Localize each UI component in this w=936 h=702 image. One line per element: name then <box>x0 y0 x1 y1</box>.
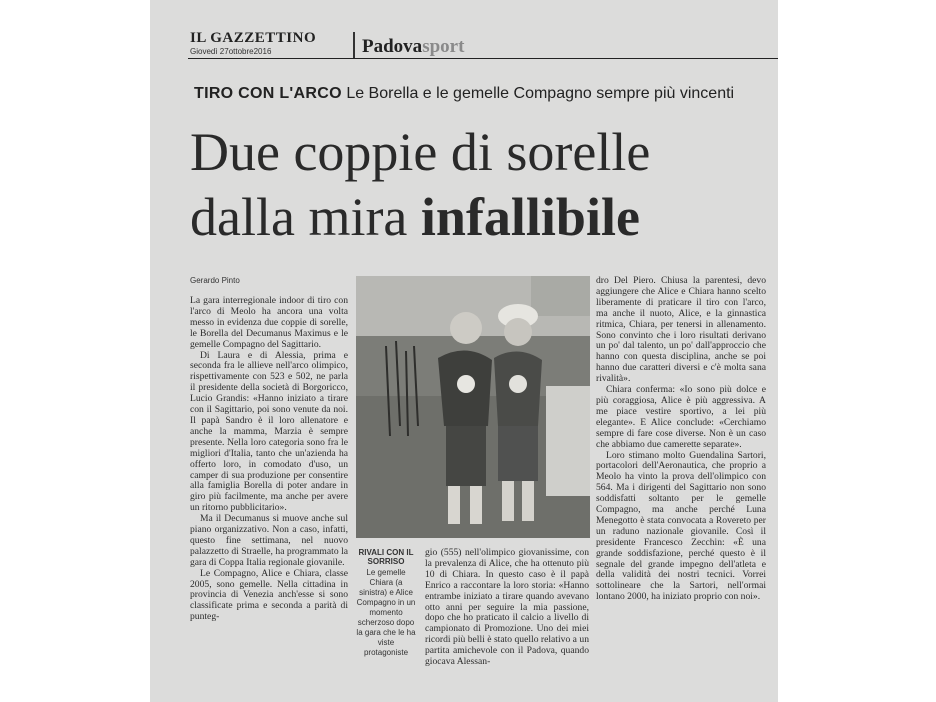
masthead-rule <box>188 58 778 59</box>
masthead: IL GAZZETTINO <box>190 30 317 46</box>
dateline: Giovedì 27ottobre2016 <box>190 47 272 56</box>
photo-illustration <box>356 276 590 538</box>
paragraph: La gara interregionale indoor di tiro con l'arco di Meolo ha ancora una volta messo in evidenza due coppie di sorelle, le Borella del Decumanus Maximus e le gemelle Compagno del Sagittario. <box>190 295 348 350</box>
section-title-sport: sport <box>422 36 465 57</box>
section-title-padova: Padova <box>362 36 423 57</box>
article-column-3 <box>596 276 766 603</box>
section-title <box>362 36 464 58</box>
paragraph: dro Del Piero. Chiusa la parentesi, devo aggiungere che Alice e Chiara hanno scelto liberamente di praticare il tiro con l'arco, ma anche il nuoto, Alice, e la ginnastica ritmica, Chiara, per tenersi in allenamento. Sono convinto che i loro risultati derivano un po' dal talento, un po' dall'approccio che hanno con questa disciplina, anche se poi hanno due caratteri diversi e c'è molta sana rivalità». <box>596 275 766 385</box>
article-column-1 <box>190 296 348 623</box>
photo-caption <box>356 548 416 658</box>
paragraph: Chiara conferma: «Io sono più dolce e più coraggiosa, Alice è più aggressiva. A me piace vestire sportivo, a lei più elegante». E Alice conclude: «Cerchiamo sempre di fare cose diverse. Non è un caso che abbiamo due camerette separate». <box>596 384 766 450</box>
masthead-divider <box>353 32 355 58</box>
kicker-text: Le Borella e le gemelle Compagno sempre più vincenti <box>346 85 735 102</box>
byline: Gerardo Pinto <box>190 276 240 285</box>
paragraph: Ma il Decumanus si muove anche sul piano organizzativo. Non a caso, infatti, questo fine settimana, nel nuovo palazzetto di Straelle, ha programmato la gara di Coppa Italia regionale giovanile. <box>190 513 348 568</box>
paragraph: Di Laura e di Alessia, prima e seconda fra le allieve nell'arco olimpico, rispettivamente con 523 e 502, ne parla il presidente della società di Borgoricco, Lucio Grandis: «Hanno iniziato a tirare con il Sagittario, poi sono venute da noi. Il papà Sandro è il loro allenatore e anche la mamma, Marzia è sempre presente. Nella loro categoria sono fra le migliori d'Italia, tanto che un'azienda ha offerto loro, in comodato d'uso, un camper di sua produzione per consentire alla famiglia Borella di poter andare in giro più facilmente, ma anche per avere un ritorno pubblicitario». <box>190 349 348 514</box>
headline-line1: Due coppie di sorelle <box>190 122 651 182</box>
paragraph: Loro stimano molto Guendalina Sartori, portacolori dell'Aeronautica, che proprio a Meolo ha vinto la prova dell'olimpico con 564. Ma i dirigenti del Sagittario non sono soddisfatti soltanto per le gemelle Compagno, ma anche perché Luna Menegotto è stata convocata a Rovereto per un raduno nazionale giovanile. Così il presidente Francesco Zecchin: «È una grande soddisfazione, perché questo è il segnale del grande impegno dell'atleta e della validità dei nostri tecnici. Vorrei sottolineare che la Sartori, nell'ormai lontano 2000, ha iniziato proprio con noi». <box>596 449 766 603</box>
photo-twins-archery <box>356 276 590 538</box>
headline-line2 <box>190 185 650 250</box>
headline-line2-regular: dalla mira <box>190 187 421 247</box>
caption-text: Le gemelle Chiara (a sinistra) e Alice Compagno in un momento scherzoso dopo la gara che le ha viste protagoniste <box>356 568 416 657</box>
kicker-label: TIRO CON L'ARCO <box>194 85 342 102</box>
caption-title: RIVALI CON IL SORRISO <box>358 548 414 566</box>
headline-line2-bold: infallibile <box>420 187 640 247</box>
newspaper-clipping <box>150 0 778 702</box>
kicker <box>194 85 734 103</box>
paragraph: gio (555) nell'olimpico giovanissime, con la prevalenza di Alice, che ha ottenuto più 10 di Chiara. In questo caso è il papà Enrico a raccontare la loro storia: «Hanno entrambe iniziato a tirare quando avevano otto anni per seguire la mia passione, dopo che ho praticato il calcio a livello di campionato di Promozione. Uno dei miei ricordi più belli è stato quello relativo a un partita amichevole con il Padova, quando giocava Alessan- <box>425 547 589 668</box>
headline <box>190 120 650 250</box>
article-column-2 <box>425 548 589 668</box>
paragraph: Le Compagno, Alice e Chiara, classe 2005, sono gemelle. Nella cittadina in provincia di Venezia anch'esse si sono classificate prima e seconda a parità di punteg- <box>190 567 348 623</box>
